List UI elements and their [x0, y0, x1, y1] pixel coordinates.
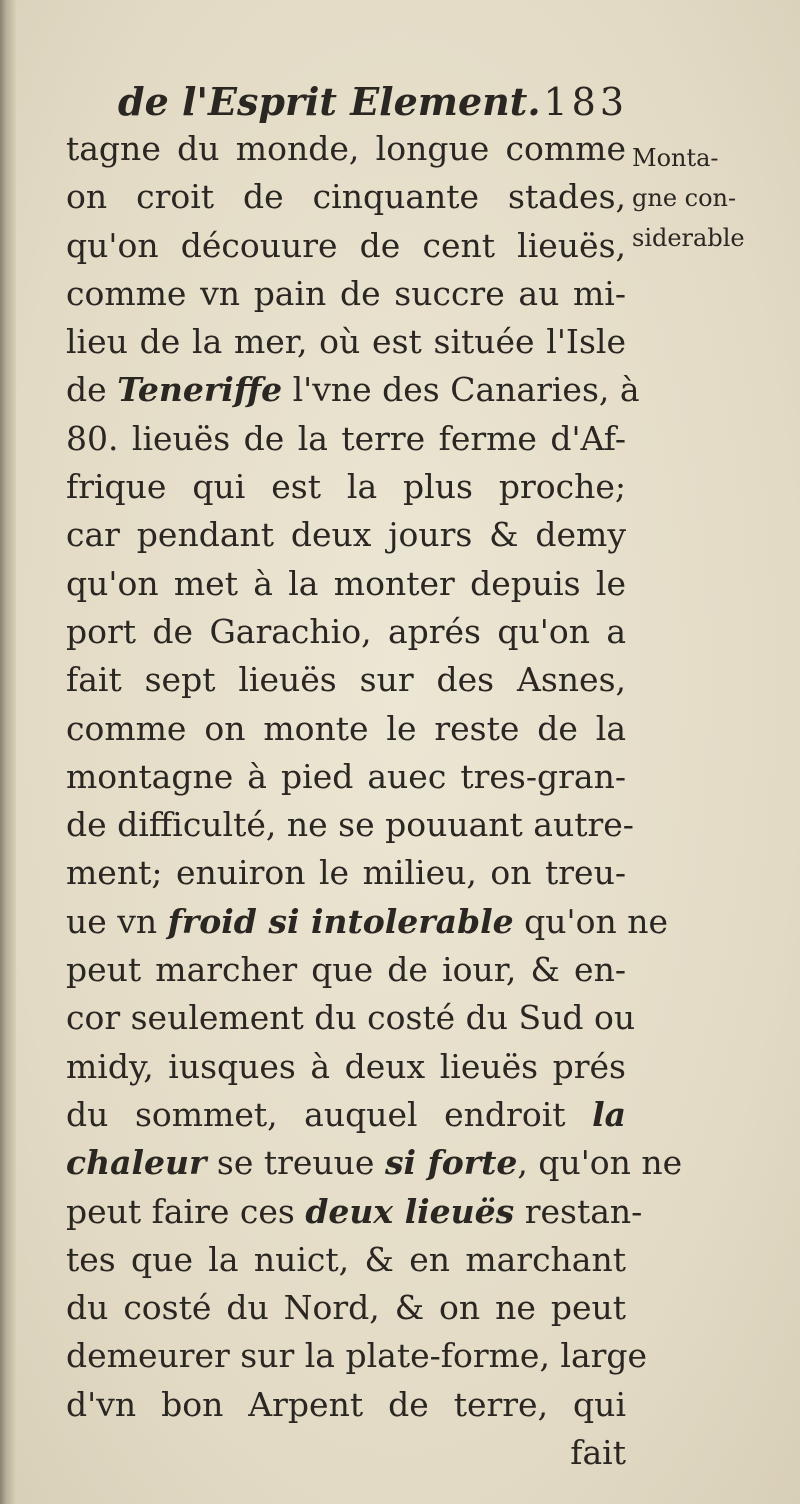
text-line: [66, 946, 626, 994]
running-title: de l'Esprit Element.: [118, 79, 541, 124]
text-segment: cor seulement du costé du Sud ou: [66, 998, 636, 1038]
margin-note: [632, 138, 792, 258]
text-line: [66, 463, 626, 511]
text-segment: midy, iusques à deux lieuës prés: [66, 1046, 626, 1086]
margin-note-line: gne con-: [632, 184, 737, 212]
text-segment: de: [66, 370, 118, 410]
text-segment: port de Garachio, aprés qu'on a: [66, 611, 626, 651]
text-line: [66, 511, 626, 559]
text-segment: l'vne des Canaries, à: [282, 370, 640, 410]
italic-phrase: deux lieuës: [305, 1191, 515, 1231]
text-line: [66, 705, 626, 753]
page-gutter-shadow: [0, 0, 16, 1504]
text-segment: comme vn pain de succre au mi-: [66, 273, 626, 313]
text-segment: de difficulté, ne se pouuant autre-: [66, 805, 634, 845]
text-segment: frique qui est la plus proche;: [66, 467, 626, 507]
text-line: [66, 1139, 683, 1187]
text-segment: d'vn bon Arpent de terre, qui: [66, 1384, 626, 1424]
text-line: [66, 608, 626, 656]
text-segment: peut faire ces: [66, 1191, 306, 1231]
text-line: [66, 1284, 626, 1332]
text-segment: car pendant deux jours & demy: [66, 515, 626, 555]
text-line: [66, 1091, 626, 1139]
text-line: [66, 656, 626, 704]
margin-note-line: Monta-: [632, 144, 719, 172]
text-segment: 80. lieuës de la terre ferme d'Af-: [66, 418, 626, 458]
text-line: [66, 898, 668, 946]
text-line: [66, 318, 626, 366]
italic-phrase: si forte: [384, 1143, 518, 1183]
text-segment: on croit de cinquante stades,: [66, 177, 626, 217]
running-header: [118, 72, 638, 132]
text-segment: fait sept lieuës sur des Asnes,: [66, 660, 626, 700]
text-segment: restan-: [514, 1191, 643, 1231]
text-line: [66, 1236, 626, 1284]
text-line: [66, 1332, 648, 1380]
text-line: [66, 173, 626, 221]
text-segment: , qu'on ne: [517, 1143, 683, 1183]
text-segment: lieu de la mer, où est située l'Isle: [66, 322, 626, 362]
text-segment: ment; enuiron le milieu, on treu-: [66, 853, 626, 893]
text-segment: du costé du Nord, & on ne peut: [66, 1288, 626, 1328]
text-segment: qu'on découure de cent lieuës,: [66, 225, 626, 265]
text-segment: comme on monte le reste de la: [66, 708, 626, 748]
text-line: [66, 1381, 626, 1429]
text-segment: tes que la nuict, & en marchant: [66, 1239, 626, 1279]
text-line: [66, 1043, 626, 1091]
text-line: [66, 222, 626, 270]
text-segment: ue vn: [66, 901, 168, 941]
text-line: [66, 366, 640, 414]
text-line: [66, 560, 626, 608]
text-line: [66, 753, 626, 801]
text-line: [66, 270, 626, 318]
text-line: [66, 849, 626, 897]
italic-phrase: chaleur: [66, 1143, 207, 1183]
italic-phrase: Teneriffe: [117, 370, 283, 410]
text-segment: demeurer sur la plate-forme, large: [66, 1336, 648, 1376]
italic-phrase: la: [592, 1094, 626, 1134]
text-line: [66, 994, 636, 1042]
margin-note-line: siderable: [632, 224, 745, 252]
text-segment: tagne du monde, longue comme: [66, 129, 626, 168]
text-segment: fait: [570, 1433, 626, 1473]
text-segment: qu'on ne: [513, 901, 668, 941]
text-segment: peut marcher que de iour, & en-: [66, 950, 626, 990]
text-segment: du sommet, auquel endroit: [66, 1094, 593, 1134]
body-text: [66, 125, 683, 1477]
text-segment: se treuue: [206, 1143, 385, 1183]
page-number: 183: [543, 80, 628, 124]
text-segment: montagne à pied auec tres-gran-: [66, 756, 626, 796]
text-line: [66, 1429, 626, 1477]
text-line: [66, 125, 626, 173]
text-line: [66, 801, 634, 849]
text-line: [66, 1188, 643, 1236]
italic-phrase: froid si intolerable: [167, 901, 514, 941]
text-line: [66, 415, 626, 463]
text-segment: qu'on met à la monter depuis le: [66, 563, 626, 603]
